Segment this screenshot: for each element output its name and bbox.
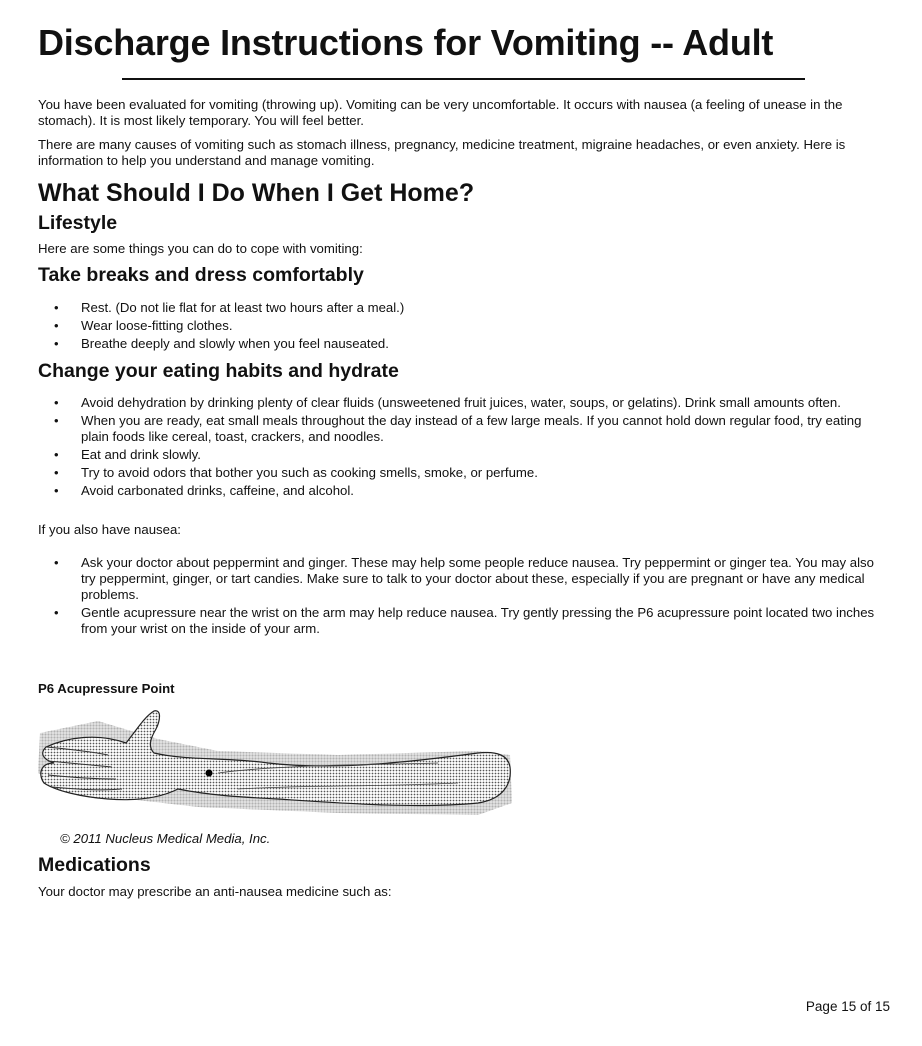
nausea-list — [38, 555, 890, 637]
list-item: • Try to avoid odors that bother you such as cooking smells, smoke, or perfume. — [38, 465, 890, 481]
list-item: • Avoid carbonated drinks, caffeine, and alcohol. — [38, 483, 890, 499]
list-item: • When you are ready, eat small meals throughout the day instead of a few large meals. If you cannot hold down regular food, try eating plain foods like cereal, toast, crackers, and noodles. — [38, 413, 890, 445]
list-item: • Rest. (Do not lie flat for at least two hours after a meal.) — [38, 300, 890, 316]
subheading-breaks: Take breaks and dress comfortably — [38, 264, 364, 286]
breaks-list — [38, 300, 890, 352]
figure-caption: P6 Acupressure Point — [38, 681, 175, 696]
page-number: Page 15 of 15 — [805, 999, 890, 1014]
arm-illustration — [38, 703, 518, 827]
p6-point-marker — [206, 770, 213, 777]
title-divider — [122, 78, 805, 80]
section-heading-medications: Medications — [38, 854, 151, 876]
document-body — [38, 97, 890, 900]
acupressure-figure — [38, 681, 890, 847]
list-item: • Avoid dehydration by drinking plenty of clear fluids (unsweetened fruit juices, water, soups, or gelatins). Drink small amounts often. — [38, 395, 890, 411]
list-item: • Ask your doctor about peppermint and ginger. These may help some people reduce nausea. Try peppermint or ginger tea. You may also try peppermint, ginger, or tart candies. Make sure to talk to your doctor about these, especially if you are pregnant or have any medical problems. — [38, 555, 890, 603]
page-title: Discharge Instructions for Vomiting -- Adult — [38, 22, 774, 63]
subheading-eating: Change your eating habits and hydrate — [38, 360, 399, 382]
list-item: • Breathe deeply and slowly when you feel nauseated. — [38, 336, 890, 352]
section-heading-home: What Should I Do When I Get Home? — [38, 179, 475, 207]
figure-credit: © 2011 Nucleus Medical Media, Inc. — [60, 831, 271, 846]
eating-list — [38, 395, 890, 499]
intro-paragraph: There are many causes of vomiting such as stomach illness, pregnancy, medicine treatment, migraine headaches, or even anxiety. Here is information to help you understand and manage vomiting. — [38, 137, 846, 168]
nausea-intro: If you also have nausea: — [38, 522, 181, 537]
section-heading-lifestyle: Lifestyle — [38, 212, 118, 234]
lifestyle-intro: Here are some things you can do to cope with vomiting: — [38, 241, 363, 256]
list-item: • Gentle acupressure near the wrist on the arm may help reduce nausea. Try gently pressing the P6 acupressure point located two inches from your wrist on the inside of your arm. — [38, 605, 890, 637]
list-item: • Wear loose-fitting clothes. — [38, 318, 890, 334]
intro-paragraph: You have been evaluated for vomiting (throwing up). Vomiting can be very uncomfortable. It occurs with nausea (a feeling of unease in the stomach). It is most likely temporary. You will feel better. — [38, 97, 843, 128]
medications-intro: Your doctor may prescribe an anti-nausea medicine such as: — [38, 884, 392, 899]
list-item: • Eat and drink slowly. — [38, 447, 890, 463]
